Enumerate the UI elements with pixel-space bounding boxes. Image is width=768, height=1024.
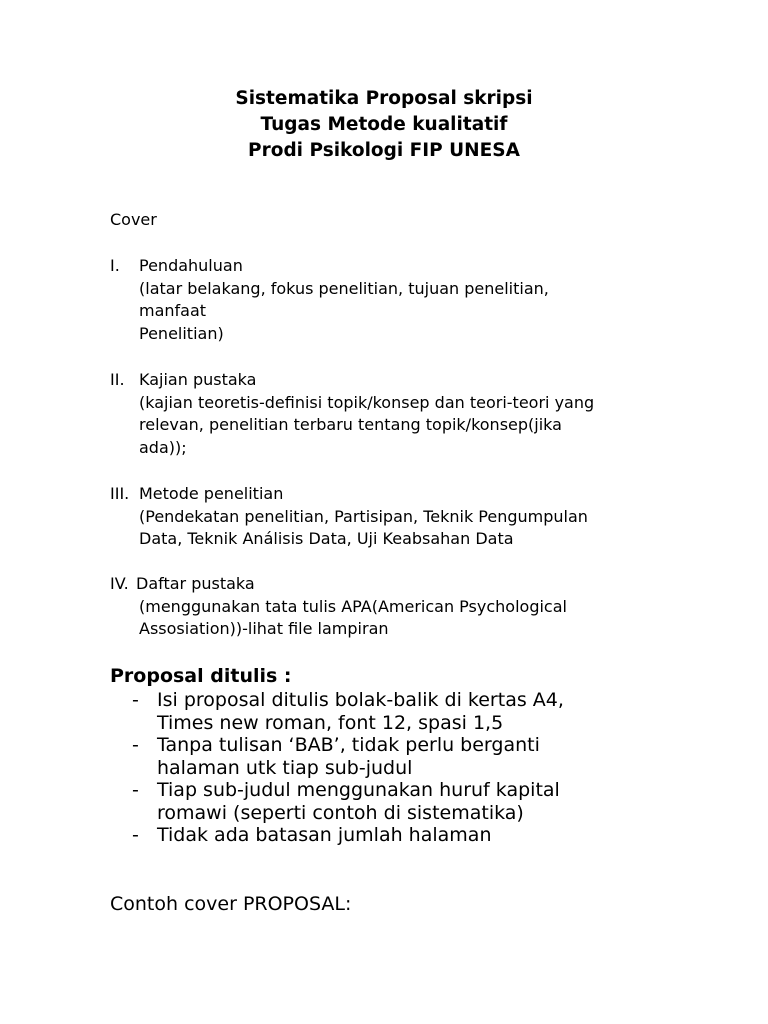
section-daftar-pustaka <box>110 573 670 641</box>
list-item-line: romawi (seperti contoh di sistematika) <box>157 801 524 824</box>
list-item-line: Isi proposal ditulis bolak-balik di kertas A4, <box>157 689 564 711</box>
rules-list <box>110 689 710 847</box>
section-description <box>139 506 639 551</box>
example-cover-label: Contoh cover PROPOSAL: <box>110 893 352 915</box>
section-pendahuluan <box>110 255 670 345</box>
dash-bullet-icon: - <box>132 689 139 711</box>
section-title: Pendahuluan <box>139 256 243 275</box>
section-title: Kajian pustaka <box>139 370 257 389</box>
dash-bullet-icon: - <box>132 734 139 756</box>
list-item <box>110 689 710 734</box>
title-line-3: Prodi Psikologi FIP UNESA <box>248 140 520 161</box>
section-description-line: (menggunakan tata tulis APA(American Psychological <box>139 596 567 616</box>
section-number: II. <box>110 370 125 389</box>
list-item-line: halaman utk tiap sub-judul <box>157 756 413 779</box>
section-description-line: manfaat <box>139 301 207 320</box>
list-item <box>110 824 710 847</box>
rules-heading: Proposal ditulis : <box>110 665 292 687</box>
proposal-rules <box>110 663 710 847</box>
section-number: IV. <box>110 574 129 593</box>
cover-label: Cover <box>110 210 157 229</box>
list-item <box>110 734 710 779</box>
section-number: III. <box>110 484 130 503</box>
list-item-line: Tiap sub-judul menggunakan huruf kapital <box>157 779 560 801</box>
dash-bullet-icon: - <box>132 824 139 846</box>
list-item-line: Tanpa tulisan ‘BAB’, tidak perlu berganti <box>157 734 540 756</box>
section-description <box>139 392 639 460</box>
section-description-line: (latar belakang, fokus penelitian, tujuan penelitian, <box>139 278 549 298</box>
section-description-line: ada)); <box>139 437 187 457</box>
section-description-line: relevan, penelitian terbaru tentang topik/konsep(jika <box>139 415 562 434</box>
section-description-line: Data, Teknik Análisis Data, Uji Keabsahan Data <box>139 529 514 548</box>
list-item-line: Times new roman, font 12, spasi 1,5 <box>157 711 504 734</box>
section-number: I. <box>110 256 120 275</box>
section-description-line: Assosiation))-lihat file lampiran <box>139 619 389 638</box>
section-kajian-pustaka <box>110 369 670 459</box>
section-metode-penelitian <box>110 483 670 551</box>
section-title: Metode penelitian <box>139 484 284 503</box>
title-line-1: Sistematika Proposal skripsi <box>235 88 533 109</box>
dash-bullet-icon: - <box>132 779 139 801</box>
document-title <box>0 86 768 164</box>
section-description <box>139 278 639 346</box>
section-title: Daftar pustaka <box>136 574 255 593</box>
section-description <box>139 596 639 641</box>
section-description-line: Penelitian) <box>139 323 224 343</box>
title-line-2: Tugas Metode kualitatif <box>260 114 508 135</box>
section-description-line: (Pendekatan penelitian, Partisipan, Teknik Pengumpulan <box>139 506 588 526</box>
section-description-line: (kajian teoretis-definisi topik/konsep dan teori-teori yang <box>139 392 595 412</box>
list-item <box>110 779 710 824</box>
list-item-line: Tidak ada batasan jumlah halaman <box>157 824 492 846</box>
